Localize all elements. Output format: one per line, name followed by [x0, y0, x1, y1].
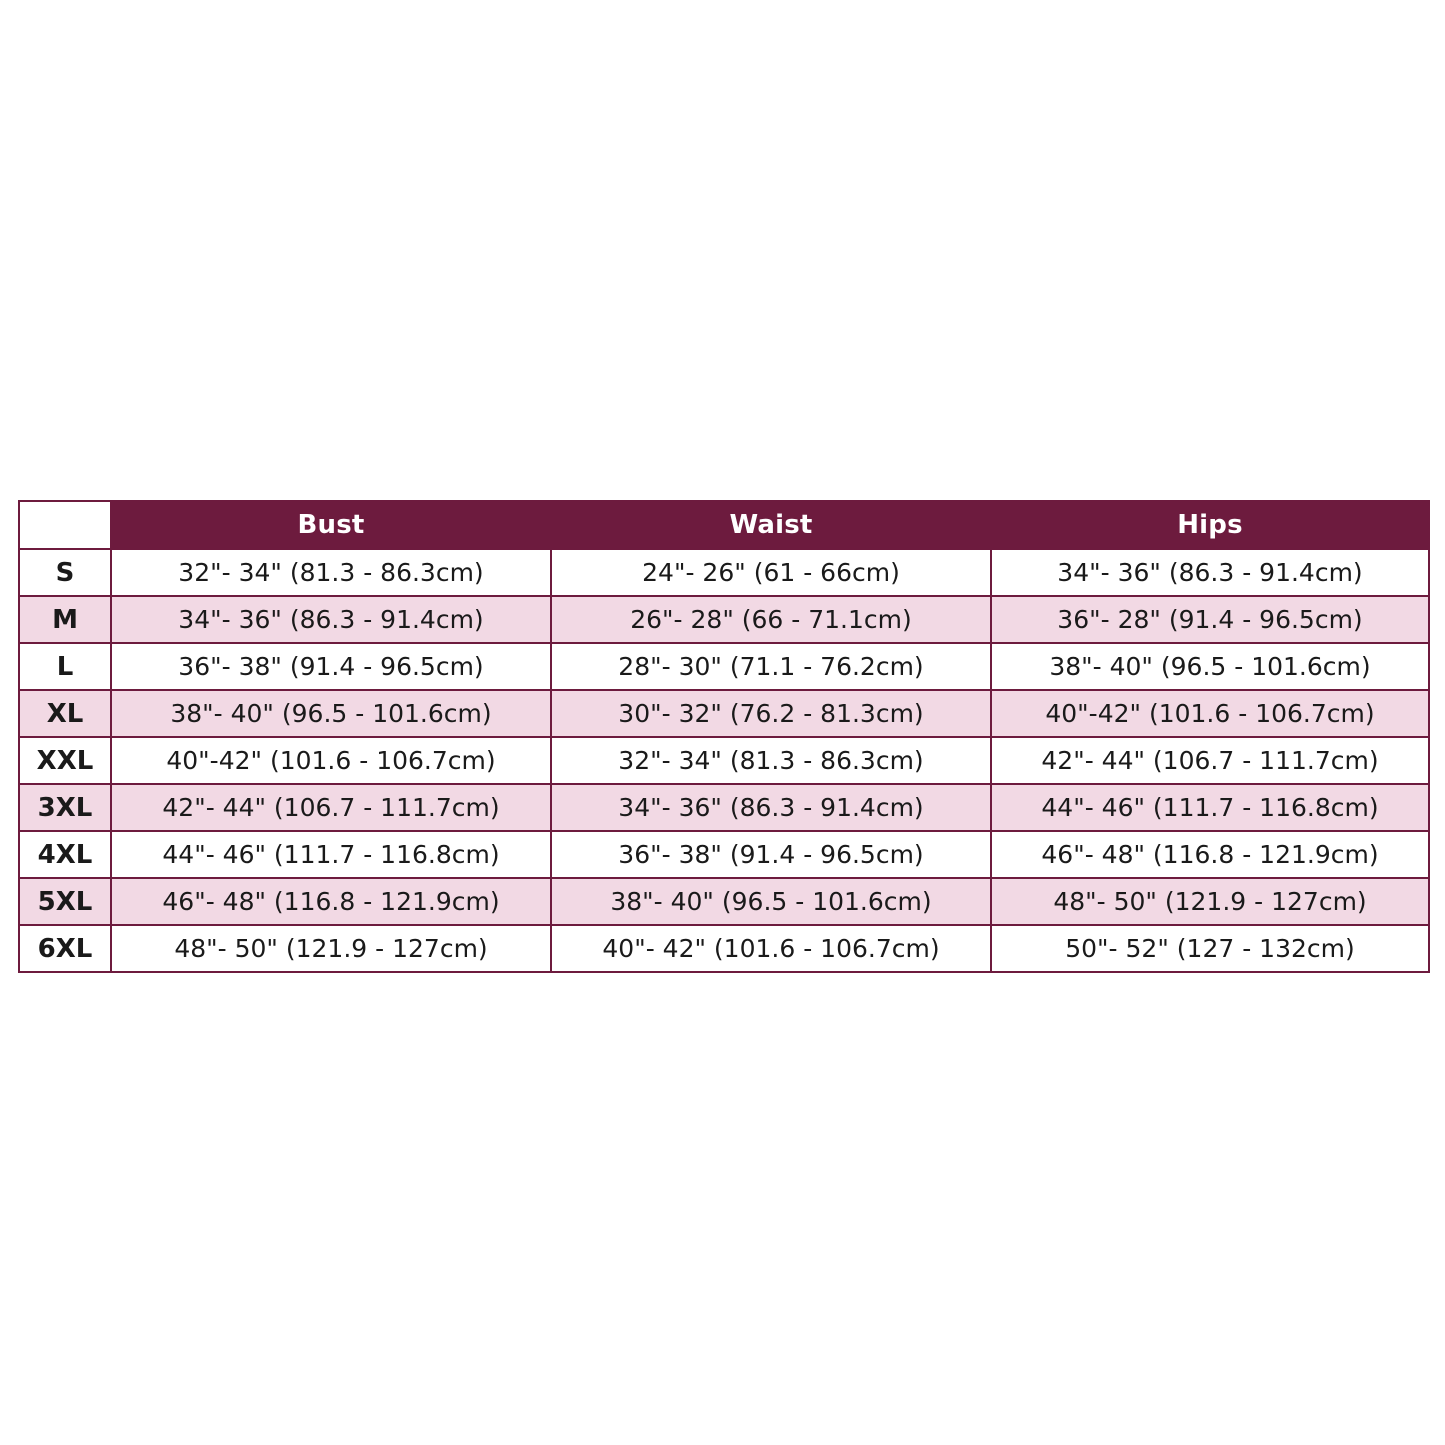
table-row — [19, 643, 1429, 690]
cell-hips: 46"- 48" (116.8 - 121.9cm) — [991, 831, 1429, 878]
cell-hips: 38"- 40" (96.5 - 101.6cm) — [991, 643, 1429, 690]
column-header-waist: Waist — [551, 501, 991, 549]
cell-size: XXL — [19, 737, 111, 784]
cell-hips: 36"- 28" (91.4 - 96.5cm) — [991, 596, 1429, 643]
column-header-hips: Hips — [991, 501, 1429, 549]
table-row — [19, 831, 1429, 878]
column-header-bust: Bust — [111, 501, 551, 549]
cell-hips: 50"- 52" (127 - 132cm) — [991, 925, 1429, 972]
table-row — [19, 878, 1429, 925]
cell-bust: 48"- 50" (121.9 - 127cm) — [111, 925, 551, 972]
cell-bust: 34"- 36" (86.3 - 91.4cm) — [111, 596, 551, 643]
cell-waist: 26"- 28" (66 - 71.1cm) — [551, 596, 991, 643]
table-row — [19, 690, 1429, 737]
cell-size: S — [19, 549, 111, 596]
cell-waist: 38"- 40" (96.5 - 101.6cm) — [551, 878, 991, 925]
table-row — [19, 784, 1429, 831]
cell-hips: 42"- 44" (106.7 - 111.7cm) — [991, 737, 1429, 784]
size-chart-table — [18, 500, 1430, 973]
table-header — [19, 501, 1429, 549]
table-row — [19, 596, 1429, 643]
table-body — [19, 549, 1429, 972]
cell-size: M — [19, 596, 111, 643]
cell-size: L — [19, 643, 111, 690]
table-header-row — [19, 501, 1429, 549]
cell-bust: 38"- 40" (96.5 - 101.6cm) — [111, 690, 551, 737]
cell-waist: 34"- 36" (86.3 - 91.4cm) — [551, 784, 991, 831]
cell-bust: 46"- 48" (116.8 - 121.9cm) — [111, 878, 551, 925]
cell-waist: 24"- 26" (61 - 66cm) — [551, 549, 991, 596]
cell-waist: 36"- 38" (91.4 - 96.5cm) — [551, 831, 991, 878]
table-row — [19, 925, 1429, 972]
cell-bust: 32"- 34" (81.3 - 86.3cm) — [111, 549, 551, 596]
cell-waist: 32"- 34" (81.3 - 86.3cm) — [551, 737, 991, 784]
table-row — [19, 549, 1429, 596]
cell-bust: 40"-42" (101.6 - 106.7cm) — [111, 737, 551, 784]
cell-hips: 44"- 46" (111.7 - 116.8cm) — [991, 784, 1429, 831]
cell-hips: 48"- 50" (121.9 - 127cm) — [991, 878, 1429, 925]
cell-bust: 36"- 38" (91.4 - 96.5cm) — [111, 643, 551, 690]
cell-waist: 30"- 32" (76.2 - 81.3cm) — [551, 690, 991, 737]
cell-hips: 40"-42" (101.6 - 106.7cm) — [991, 690, 1429, 737]
cell-bust: 42"- 44" (106.7 - 111.7cm) — [111, 784, 551, 831]
cell-bust: 44"- 46" (111.7 - 116.8cm) — [111, 831, 551, 878]
cell-hips: 34"- 36" (86.3 - 91.4cm) — [991, 549, 1429, 596]
cell-size: 3XL — [19, 784, 111, 831]
size-chart-container — [18, 500, 1428, 973]
table-row — [19, 737, 1429, 784]
column-header-size — [19, 501, 111, 549]
cell-size: 4XL — [19, 831, 111, 878]
cell-waist: 28"- 30" (71.1 - 76.2cm) — [551, 643, 991, 690]
cell-waist: 40"- 42" (101.6 - 106.7cm) — [551, 925, 991, 972]
cell-size: 6XL — [19, 925, 111, 972]
cell-size: XL — [19, 690, 111, 737]
cell-size: 5XL — [19, 878, 111, 925]
